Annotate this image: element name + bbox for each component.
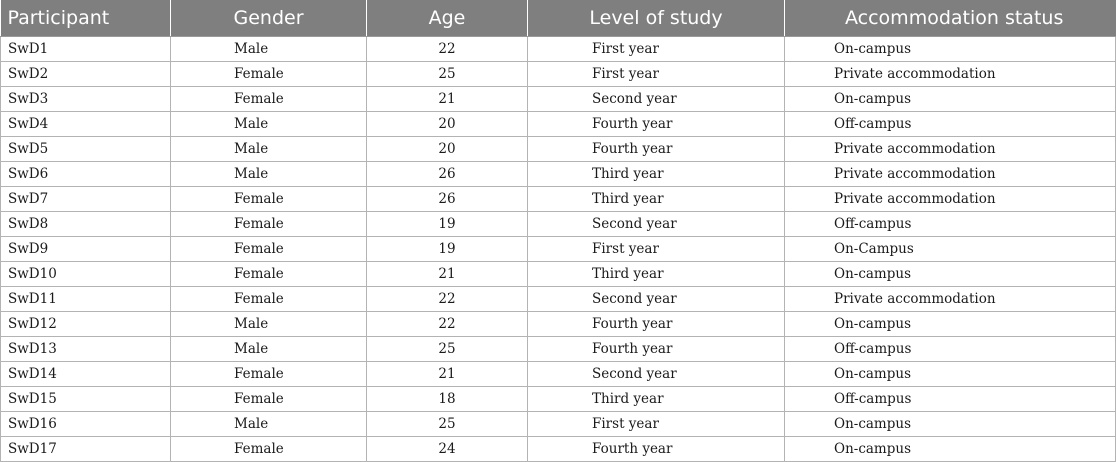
cell-accommodation-status: On-campus bbox=[785, 87, 1116, 112]
cell-age: 21 bbox=[367, 362, 528, 387]
cell-gender: Male bbox=[171, 337, 367, 362]
cell-level-of-study: Third year bbox=[528, 387, 785, 412]
cell-participant: SwD8 bbox=[1, 212, 171, 237]
cell-participant: SwD1 bbox=[1, 37, 171, 62]
cell-participant: SwD6 bbox=[1, 162, 171, 187]
cell-gender: Male bbox=[171, 312, 367, 337]
cell-accommodation-status: Off-campus bbox=[785, 112, 1116, 137]
table-row bbox=[1, 87, 1116, 112]
table-body bbox=[1, 37, 1116, 462]
cell-level-of-study: Second year bbox=[528, 362, 785, 387]
cell-age: 25 bbox=[367, 62, 528, 87]
cell-gender: Female bbox=[171, 212, 367, 237]
cell-accommodation-status: Private accommodation bbox=[785, 162, 1116, 187]
cell-accommodation-status: On-Campus bbox=[785, 237, 1116, 262]
cell-accommodation-status: On-campus bbox=[785, 437, 1116, 462]
cell-participant: SwD7 bbox=[1, 187, 171, 212]
cell-age: 22 bbox=[367, 312, 528, 337]
cell-level-of-study: Third year bbox=[528, 162, 785, 187]
cell-gender: Female bbox=[171, 287, 367, 312]
cell-level-of-study: First year bbox=[528, 37, 785, 62]
cell-participant: SwD16 bbox=[1, 412, 171, 437]
table-row bbox=[1, 287, 1116, 312]
cell-accommodation-status: Off-campus bbox=[785, 387, 1116, 412]
cell-level-of-study: Fourth year bbox=[528, 437, 785, 462]
cell-participant: SwD14 bbox=[1, 362, 171, 387]
cell-accommodation-status: Private accommodation bbox=[785, 62, 1116, 87]
cell-age: 22 bbox=[367, 287, 528, 312]
cell-age: 20 bbox=[367, 137, 528, 162]
cell-accommodation-status: On-campus bbox=[785, 262, 1116, 287]
table-row bbox=[1, 212, 1116, 237]
header-level-of-study: Level of study bbox=[528, 0, 785, 37]
cell-gender: Female bbox=[171, 437, 367, 462]
table-row bbox=[1, 337, 1116, 362]
cell-gender: Male bbox=[171, 112, 367, 137]
table-row bbox=[1, 187, 1116, 212]
table-row bbox=[1, 387, 1116, 412]
cell-age: 26 bbox=[367, 187, 528, 212]
cell-gender: Male bbox=[171, 412, 367, 437]
cell-gender: Female bbox=[171, 62, 367, 87]
cell-accommodation-status: On-campus bbox=[785, 362, 1116, 387]
cell-participant: SwD10 bbox=[1, 262, 171, 287]
cell-level-of-study: Third year bbox=[528, 262, 785, 287]
table-row bbox=[1, 412, 1116, 437]
cell-level-of-study: Third year bbox=[528, 187, 785, 212]
cell-gender: Male bbox=[171, 37, 367, 62]
cell-level-of-study: Fourth year bbox=[528, 112, 785, 137]
cell-gender: Female bbox=[171, 387, 367, 412]
cell-level-of-study: First year bbox=[528, 412, 785, 437]
cell-participant: SwD12 bbox=[1, 312, 171, 337]
cell-participant: SwD2 bbox=[1, 62, 171, 87]
cell-age: 25 bbox=[367, 412, 528, 437]
cell-age: 19 bbox=[367, 237, 528, 262]
cell-level-of-study: Second year bbox=[528, 212, 785, 237]
cell-level-of-study: First year bbox=[528, 62, 785, 87]
cell-participant: SwD3 bbox=[1, 87, 171, 112]
cell-participant: SwD4 bbox=[1, 112, 171, 137]
cell-accommodation-status: On-campus bbox=[785, 312, 1116, 337]
table-row bbox=[1, 162, 1116, 187]
header-participant: Participant bbox=[1, 0, 171, 37]
table-row bbox=[1, 437, 1116, 462]
cell-gender: Female bbox=[171, 87, 367, 112]
cell-age: 25 bbox=[367, 337, 528, 362]
cell-accommodation-status: Private accommodation bbox=[785, 137, 1116, 162]
cell-participant: SwD13 bbox=[1, 337, 171, 362]
cell-age: 19 bbox=[367, 212, 528, 237]
table-row bbox=[1, 237, 1116, 262]
cell-accommodation-status: Off-campus bbox=[785, 212, 1116, 237]
cell-accommodation-status: Private accommodation bbox=[785, 187, 1116, 212]
table-row bbox=[1, 37, 1116, 62]
cell-level-of-study: Fourth year bbox=[528, 312, 785, 337]
cell-participant: SwD15 bbox=[1, 387, 171, 412]
cell-gender: Female bbox=[171, 262, 367, 287]
cell-age: 21 bbox=[367, 87, 528, 112]
cell-level-of-study: First year bbox=[528, 237, 785, 262]
cell-accommodation-status: Private accommodation bbox=[785, 287, 1116, 312]
cell-gender: Female bbox=[171, 362, 367, 387]
cell-accommodation-status: On-campus bbox=[785, 37, 1116, 62]
cell-age: 18 bbox=[367, 387, 528, 412]
table-row bbox=[1, 112, 1116, 137]
cell-participant: SwD9 bbox=[1, 237, 171, 262]
cell-gender: Female bbox=[171, 187, 367, 212]
cell-participant: SwD17 bbox=[1, 437, 171, 462]
cell-age: 22 bbox=[367, 37, 528, 62]
table-row bbox=[1, 137, 1116, 162]
cell-level-of-study: Second year bbox=[528, 87, 785, 112]
table-row bbox=[1, 362, 1116, 387]
cell-level-of-study: Fourth year bbox=[528, 137, 785, 162]
cell-gender: Female bbox=[171, 237, 367, 262]
table-row bbox=[1, 62, 1116, 87]
cell-level-of-study: Second year bbox=[528, 287, 785, 312]
cell-level-of-study: Fourth year bbox=[528, 337, 785, 362]
cell-age: 21 bbox=[367, 262, 528, 287]
cell-gender: Male bbox=[171, 137, 367, 162]
cell-participant: SwD5 bbox=[1, 137, 171, 162]
header-gender: Gender bbox=[171, 0, 367, 37]
header-row bbox=[1, 0, 1116, 37]
cell-age: 24 bbox=[367, 437, 528, 462]
cell-accommodation-status: Off-campus bbox=[785, 337, 1116, 362]
cell-age: 20 bbox=[367, 112, 528, 137]
cell-participant: SwD11 bbox=[1, 287, 171, 312]
table-row bbox=[1, 262, 1116, 287]
header-accommodation-status: Accommodation status bbox=[785, 0, 1116, 37]
cell-accommodation-status: On-campus bbox=[785, 412, 1116, 437]
cell-age: 26 bbox=[367, 162, 528, 187]
header-age: Age bbox=[367, 0, 528, 37]
table-row bbox=[1, 312, 1116, 337]
cell-gender: Male bbox=[171, 162, 367, 187]
table-header bbox=[1, 0, 1116, 37]
